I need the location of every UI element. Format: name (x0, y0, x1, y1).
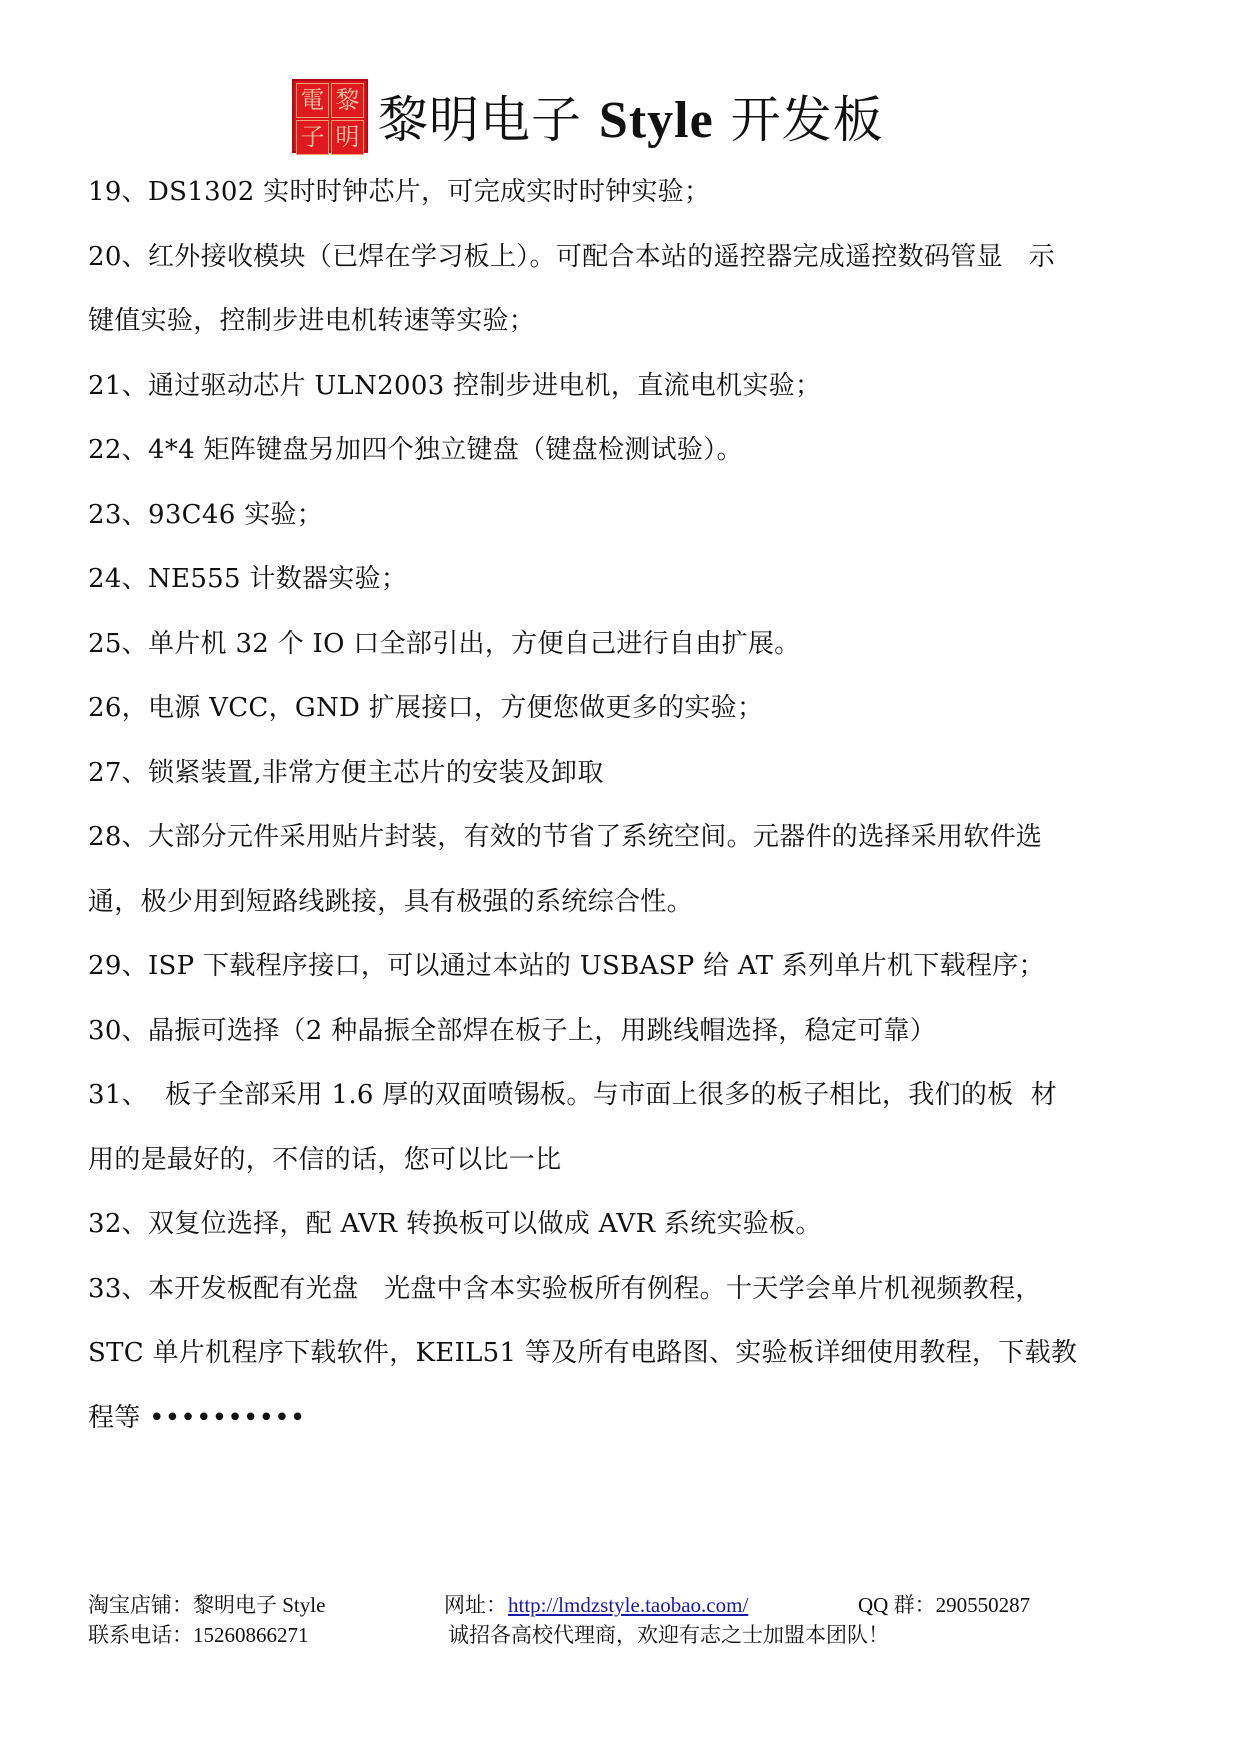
url-label: 网址： (444, 1593, 507, 1617)
seal-char: 黎 (331, 83, 364, 118)
title-prefix: 黎明电子 (378, 91, 599, 149)
page-footer (88, 1590, 1188, 1650)
feature-list (88, 160, 1158, 1450)
list-item: 23、93C46 实验； (88, 499, 324, 530)
list-item: 19、DS1302 实时时钟芯片，可完成实时时钟实验； (88, 177, 711, 207)
list-item: 24、NE555 计数器实验； (88, 564, 408, 594)
list-item: 20、红外接收模块（已焊在学习板上）。可配合本站的遥控器完成遥控数码管显 示 (88, 241, 1055, 272)
shop-name: 淘宝店铺：黎明电子 Style (88, 1593, 326, 1617)
list-item: 25、单片机 32 个 IO 口全部引出，方便自己进行自由扩展。 (88, 628, 801, 659)
list-item: 29、ISP 下载程序接口，可以通过本站的 USBASP 给 AT 系列单片机下载程序； (88, 951, 1045, 981)
seal-char: 子 (296, 120, 329, 155)
list-item: 通，极少用到短路线跳接，具有极强的系统综合性。 (88, 886, 693, 917)
list-item: 键值实验，控制步进电机转速等实验； (88, 306, 536, 336)
list-item: 31、 板子全部采用 1.6 厚的双面喷锡板。与市面上很多的板子相比，我们的板 材 (88, 1080, 1057, 1110)
seal-char: 明 (331, 120, 364, 155)
list-item: 用的是最好的，不信的话，您可以比一比 (88, 1144, 562, 1175)
recruit-text: 诚招各高校代理商，欢迎有志之士加盟本团队！ (448, 1623, 889, 1647)
list-item: STC 单片机程序下载软件，KEIL51 等及所有电路图、实验板详细使用教程，下载教 (88, 1338, 1078, 1368)
list-item: 33、本开发板配有光盘 光盘中含本实验板所有例程。十天学会单片机视频教程， (88, 1273, 1042, 1304)
list-item: 28、大部分元件采用贴片封装，有效的节省了系统空间。元器件的选择采用软件选 (88, 822, 1043, 852)
logo-seal-icon (292, 79, 368, 153)
list-item: 27、锁紧装置,非常方便主芯片的安装及卸取 (88, 757, 604, 788)
list-item: 30、晶振可选择（2 种晶振全部焊在板子上，用跳线帽选择，稳定可靠） (88, 1015, 937, 1046)
page-header (292, 78, 884, 154)
seal-char: 電 (296, 83, 329, 118)
title-suffix: 开发板 (713, 91, 884, 149)
page-title (378, 80, 884, 152)
list-item: 程等 •••••••••• (88, 1402, 306, 1433)
phone: 联系电话：15260866271 (88, 1623, 309, 1647)
list-item: 22、4*4 矩阵键盘另加四个独立键盘（键盘检测试验）。 (88, 435, 743, 465)
shop-url-link[interactable]: http://lmdzstyle.taobao.com/ (508, 1593, 749, 1617)
title-brand: Style (598, 92, 714, 149)
qq-group: QQ 群：290550287 (858, 1593, 1031, 1617)
list-item: 26，电源 VCC，GND 扩展接口，方便您做更多的实验； (88, 693, 764, 723)
list-item: 32、双复位选择，配 AVR 转换板可以做成 AVR 系统实验板。 (88, 1209, 822, 1239)
list-item: 21、通过驱动芯片 ULN2003 控制步进电机，直流电机实验； (88, 370, 822, 401)
